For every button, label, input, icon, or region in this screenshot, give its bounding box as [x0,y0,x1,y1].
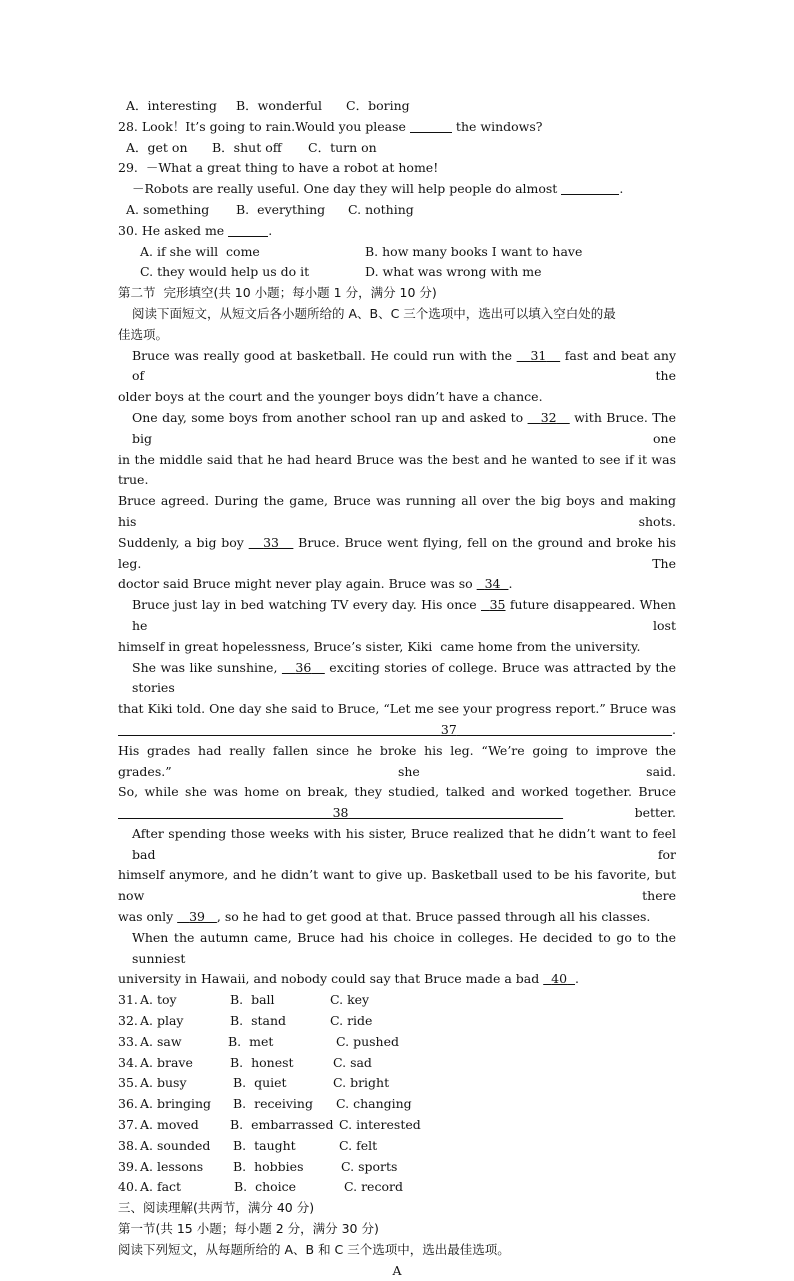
choice-row-37 [118,1115,676,1136]
passage-text: Bruce was really good at basketball. He could run with the [132,347,513,363]
passage-line [118,595,676,637]
blank-35-number: 35 [489,597,506,613]
passage-line [118,907,676,928]
question-number: 39. [118,1158,138,1174]
blank-34 [477,576,509,591]
q29-line2-text: －Robots are really useful. One day they will help people do almost [132,181,558,197]
choice-row-38 [118,1136,676,1157]
passage-letter: A [392,1262,402,1278]
blank-39-number: 39 [189,909,205,925]
choice-row-36 [118,1094,676,1115]
blank-33-number: 33 [263,534,279,550]
passage-line: university in Hawaii, and nobody could say that Bruce made a bad 40 . [118,971,579,987]
q30-options-row2 [118,262,676,283]
blank-37 [118,722,672,737]
q29-option-c: C. nothing [348,201,414,217]
passage-text: Bruce. Bruce went flying, fell on the ground and broke his leg. The [118,534,676,571]
question-number: 34. [118,1054,138,1070]
q27-option-a: A．interesting [126,98,217,113]
passage-line: After spending those weeks with his sister, Bruce realized that he didn’t want to feel bad for [132,825,676,862]
option-a: A. sounded [140,1137,211,1153]
passage-text: Bruce just lay in bed watching TV every day. His once [132,597,477,613]
passage-line: When the autumn came, Bruce had his choice in colleges. He decided to go to the sunniest [132,929,676,966]
blank-31-number: 31 [530,347,547,363]
q28-stem [118,117,676,138]
option-c: C. pushed [336,1033,399,1049]
blank-32 [528,410,570,425]
question-number: 33. [118,1033,138,1049]
option-c: C. interested [339,1117,421,1133]
section2-instruction-1: 阅读下面短文，从短文后各小题所给的 A、B、C 三个选项中，选出可以填入空白处的最 [132,305,616,321]
passage-line: himself anymore, and he didn’t want to give up. Basketball used to be his favorite, but now there [118,867,676,904]
blank-40-number: 40 [551,971,568,987]
section3-instruction: 阅读下列短文，从每题所给的 A、B 和 C 三个选项中，选出最佳选项。 [118,1241,510,1257]
passage-text: One day, some boys from another school ran up and asked to [132,409,524,425]
choice-list [118,990,676,1198]
blank-38-number: 38 [332,805,349,821]
q29-blank [561,180,619,195]
passage-text: was only [118,909,174,925]
blank-33 [249,535,294,550]
blank-37-number: 37 [440,721,457,737]
blank-39 [177,909,217,924]
q29-option-a: A. something [126,201,210,217]
option-b: B. choice [234,1179,297,1195]
option-b: B. taught [233,1137,296,1153]
option-b: B. honest [230,1054,294,1070]
option-c: C. record [344,1179,403,1195]
option-b: B. met [228,1033,274,1049]
blank-32-number: 32 [540,409,557,425]
passage-text: better. [634,805,677,821]
passage-text: doctor said Bruce might never play again. Bruce was so [118,576,473,592]
passage-line [118,346,676,388]
question-number: 40. [118,1179,138,1195]
choice-row-34 [118,1053,676,1074]
q30-stem: 30. He asked me . [118,222,273,238]
q29-option-b: B. everything [236,201,326,217]
q30-option-a: A. if she will come [140,243,260,259]
q28-stem-start: 28. Look！It’s going to rain.Would you please [118,118,406,134]
blank-31 [517,348,561,363]
passage-text: fast and beat any of the [132,347,677,384]
passage-line [118,408,676,450]
passage-line: Bruce agreed. During the game, Bruce was running all over the big boys and making his shots. [118,493,676,529]
q28-options [118,138,676,159]
passage-line [118,782,676,824]
passage-line: His grades had really fallen since he broke his leg. “We’re going to improve the grades.” she said. [118,742,676,779]
q30-blank [228,222,268,237]
section3-heading: 三、阅读理解(共两节，满分 40 分) [118,1200,315,1216]
option-c: C. felt [339,1137,378,1153]
q30-option-d: D. what was wrong with me [365,264,542,280]
q28-stem-end: the windows? [455,118,543,134]
option-a: A. saw [140,1033,182,1049]
passage-text: exciting stories of college. Bruce was attracted by the stories [132,659,677,696]
option-a: A. moved [140,1117,199,1133]
option-a: A. play [140,1013,184,1029]
option-a: A. lessons [140,1158,204,1174]
question-number: 35. [118,1075,138,1091]
section2-heading: 第二节 完形填空(共 10 小题；每小题 1 分，满分 10 分) [118,285,437,301]
option-b: B. quiet [233,1075,287,1091]
question-number: 36. [118,1096,138,1112]
q30-option-c: C. they would help us do it [140,264,310,280]
blank-36-number: 36 [295,659,312,675]
q30-options-row1 [118,242,676,263]
question-number: 38. [118,1137,138,1153]
q29-options [118,200,676,221]
q30-option-b: B. how many books I want to have [365,243,583,259]
passage-text: that Kiki told. One day she said to Bruce, “Let me see your progress report.” Bruce was [118,701,676,717]
passage-line: that Kiki told. One day she said to Bruce, “Let me see your progress report.” Bruce was 37 . [118,701,677,737]
option-c: C. sports [341,1158,398,1174]
option-b: B. ball [230,992,275,1008]
option-a: A. busy [140,1075,187,1091]
passage-line [118,533,676,575]
q30-stem-text: 30. He asked me [118,222,225,238]
passage-text: So, while she was home on break, they studied, talked and worked together. Bruce [118,784,676,800]
q28-option-b: B．shut off [212,139,282,155]
question-number: 32. [118,1013,138,1029]
passage-text: Suddenly, a big boy [118,534,244,550]
choice-row-35 [118,1073,676,1094]
q29-line1: 29. －What a great thing to have a robot at home! [118,160,439,176]
passage-text: future disappeared. When he lost [132,597,676,633]
option-c: C. changing [336,1096,412,1112]
option-a: A. fact [140,1179,182,1195]
exam-page [118,96,676,1281]
blank-34-number: 34 [484,576,501,592]
option-a: A. toy [140,992,177,1008]
choice-row-32 [118,1011,676,1032]
blank-36 [282,660,325,675]
q27-option-c: C．boring [346,98,410,113]
passage-line [118,658,676,700]
option-a: A. bringing [140,1096,212,1112]
choice-row-33 [118,1032,676,1053]
passage-line: himself in great hopelessness, Bruce’s sister, Kiki came home from the university. [118,638,641,654]
option-b: B. embarrassed [230,1117,334,1133]
choice-row-39 [118,1157,676,1178]
section3-subheading: 第一节(共 15 小题；每小题 2 分，满分 30 分) [118,1221,379,1237]
passage-line: doctor said Bruce might never play again. Bruce was so 34 . [118,576,513,592]
option-c: C. ride [330,1013,373,1029]
q29-line2: －Robots are really useful. One day they will help people do almost . [132,181,624,197]
blank-38 [118,805,563,820]
option-b: B. hobbies [233,1158,304,1174]
option-b: B. stand [230,1013,287,1029]
q27-options [118,96,676,117]
passage-line: in the middle said that he had heard Bruce was the best and he wanted to see if it was true. [118,451,676,488]
passage-text: university in Hawaii, and nobody could say that Bruce made a bad [118,971,540,987]
passage-text: , so he had to get good at that. Bruce passed through all his classes. [216,909,651,925]
passage-line: older boys at the court and the younger boys didn’t have a chance. [118,389,543,405]
question-number: 31. [118,992,138,1008]
question-number: 37. [118,1117,138,1133]
blank-40 [543,971,575,986]
q28-blank [410,118,452,133]
passage-text: She was like sunshine, [132,659,278,675]
option-c: C. sad [333,1054,372,1070]
blank-35 [481,597,506,612]
option-c: C. key [330,992,370,1008]
choice-row-40 [118,1177,676,1198]
q27-option-b: B．wonderful [236,98,323,113]
passage-text: with Bruce. The big one [132,409,676,446]
option-b: B. receiving [233,1096,313,1112]
choice-row-31 [118,990,676,1011]
option-c: C. bright [333,1075,390,1091]
option-a: A. brave [140,1054,193,1070]
q28-option-a: A．get on [126,139,188,155]
q28-option-c: C．turn on [308,139,377,155]
section2-instruction-2: 佳选项。 [118,326,169,342]
